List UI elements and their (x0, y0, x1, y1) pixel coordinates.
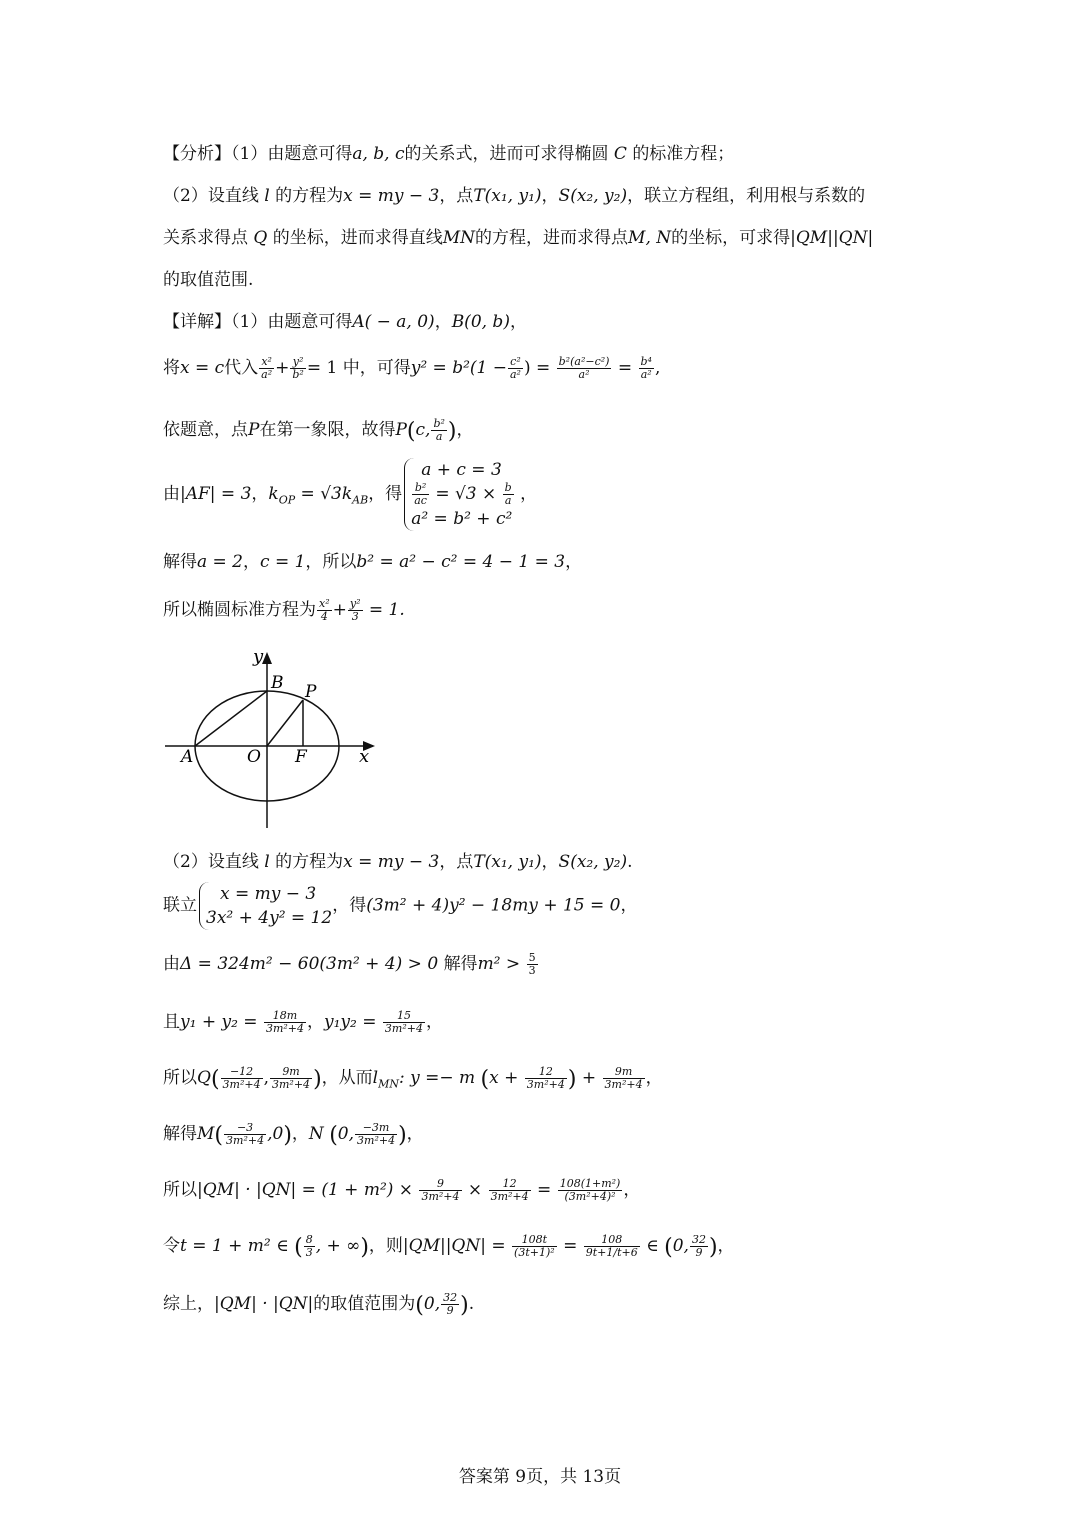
fraction: $\frac{\text{b²}}{ac}$ (414, 481, 427, 507)
fraction: $\frac{9}{\text{3m²+4}}$ (421, 1177, 460, 1203)
segment-AB (195, 691, 267, 746)
fraction: $\frac{108}{9t+1/t+6}$ (585, 1233, 638, 1259)
fraction: $\frac{\text{y²}}{\text{b²}}$ (292, 355, 304, 381)
part2-line-1: （2）设直线 l 的方程为x = my − 3，点T(x₁, y₁)，S(x₂, y₂). (163, 852, 633, 872)
page-footer: 答案第 9页，共 13页 (458, 1467, 622, 1487)
analysis-line-4: 的取值范围. (163, 270, 254, 290)
fraction: $\frac{108t}{\text{(3t+1)²}}$ (514, 1233, 555, 1259)
fraction: $\frac{\text{c²}}{\text{a²}}$ (509, 355, 521, 381)
segment-OP (267, 700, 303, 746)
detail-line-1: 【详解】（1）由题意可得A( − a, 0)，B(0, b)， (163, 312, 527, 332)
detail-line-2: 将x = c代入 $\frac{\text{x²}}{\text{a²}}$ + $\frac{\text{y²}}{\text{b²}}$ = 1 中，可得y² = b²(1 − $\frac{\text{c²}}{\text{a²}}$ ) = $\frac{\text{b²(a²−c²)}}{\text{a²}}$ = $\frac{\text{b⁴}}{\text{a²}}$ , (163, 355, 661, 381)
fraction: $\frac{\text{x²}}{\text{a²}}$ (261, 355, 273, 381)
fraction: $\frac{-12}{\text{3m²+4}}$ (222, 1065, 261, 1091)
detail-line-5: 解得a = 2，c = 1，所以b² = a² − c² = 4 − 1 = 3， (163, 552, 583, 572)
part2-line-4: 且y₁ + y₂ = $\frac{18m}{\text{3m²+4}}$ ，y₁y₂ = $\frac{15}{\text{3m²+4}}$ ， (163, 1009, 443, 1035)
fraction: $\frac{18m}{\text{3m²+4}}$ (265, 1009, 305, 1035)
fraction: $\frac{\text{x²}}{4}$ (319, 597, 330, 623)
y-axis-arrow (262, 652, 272, 664)
part2-line-6: 解得M( $\frac{-3}{\text{3m²+4}}$ ,0)，N (0, $\frac{-3m}{\text{3m²+4}}$ )， (163, 1121, 424, 1148)
part2-line-3: 由Δ = 324m² − 60(3m² + 4) > 0 解得m² > $\frac{5}{3}$ (163, 951, 536, 977)
part2-line-7: 所以|QM| · |QN| = (1 + m²) × $\frac{9}{\text{3m²+4}}$ × $\frac{12}{\text{3m²+4}}$ = $\frac{\text{108(1+m²)}}{\text{(3m²+4)²}}$ ， (163, 1177, 641, 1203)
analysis-line-3: 关系求得点 Q 的坐标，进而求得直线MN的方程，进而求得点M, N的坐标，可求得|QM||QN| (163, 228, 874, 248)
fraction: $\frac{12}{\text{3m²+4}}$ (490, 1177, 529, 1203)
label-F: F (295, 747, 307, 767)
fraction: $\frac{15}{\text{3m²+4}}$ (384, 1009, 423, 1035)
label-x: x (359, 746, 370, 767)
equation-system: a + c = 3 $\frac{\text{b²}}{ac}$ = √3 × $\frac{b}{a}$ a² = b² + c² (404, 458, 515, 531)
fraction: $\frac{\text{108(1+m²)}}{\text{(3m²+4)²}}$ (559, 1177, 621, 1203)
part2-line-5: 所以Q( $\frac{-12}{\text{3m²+4}}$ , $\frac{9m}{\text{3m²+4}}$ )，从而$l_{MN}$: y =− m (x + $\frac{12}{\text{3m²+4}}$ ) + $\frac{9m}{\text{3m²+4}}$ ， (163, 1065, 663, 1092)
analysis-line-2: （2）设直线 l 的方程为x = my − 3，点T(x₁, y₁)，S(x₂, y₂)，联立方程组，利用根与系数的 (163, 186, 866, 206)
analysis-line-1: 【分析】（1）由题意可得a, b, c的关系式，进而可求得椭圆 C 的标准方程； (163, 144, 735, 164)
fraction: $\frac{-3}{\text{3m²+4}}$ (226, 1121, 265, 1147)
detail-line-3: 依题意，点P在第一象限，故得P(c, $\frac{\text{b²}}{a}$ )， (163, 417, 474, 444)
fraction: $\frac{\text{y²}}{3}$ (349, 597, 361, 623)
label-B: B (271, 673, 284, 693)
fraction: $\frac{b}{a}$ (504, 481, 512, 507)
fraction: $\frac{\text{b²(a²−c²)}}{\text{a²}}$ (558, 355, 610, 381)
label-A: A (181, 747, 194, 767)
fraction: $\frac{32}{9}$ (691, 1233, 706, 1259)
fraction: $\frac{-3m}{\text{3m²+4}}$ (357, 1121, 396, 1147)
detail-line-4: 由|AF| = 3，$k_{OP} = √3k_{AB}$，得 a + c = 3 $\frac{\text{b²}}{ac}$ = √3 × $\frac{b}{a}$ a² = b² + c² ， (163, 460, 538, 529)
label-y: y (253, 648, 264, 667)
fraction: $\frac{32}{9}$ (443, 1291, 458, 1317)
fraction: $\frac{\text{b⁴}}{\text{a²}}$ (640, 355, 652, 381)
part2-line-2: 联立 x = my − 3 3x² + 4y² = 12 ，得(3m² + 4)y² − 18my + 15 = 0， (163, 884, 638, 928)
fraction: $\frac{\text{b²}}{a}$ (433, 417, 445, 443)
fraction: $\frac{8}{3}$ (305, 1233, 313, 1259)
label-O: O (247, 747, 261, 767)
fraction: $\frac{9m}{\text{3m²+4}}$ (604, 1065, 643, 1091)
detail-line-6: 所以椭圆标准方程为 $\frac{\text{x²}}{4}$ + $\frac{\text{y²}}{3}$ = 1. (163, 597, 405, 623)
equation-system: x = my − 3 3x² + 4y² = 12 (199, 882, 332, 930)
part2-line-9: 综上，|QM| · |QN|的取值范围为(0, $\frac{32}{9}$ ). (163, 1291, 475, 1318)
fraction: $\frac{12}{\text{3m²+4}}$ (526, 1065, 565, 1091)
fraction: $\frac{9m}{\text{3m²+4}}$ (272, 1065, 311, 1091)
part2-line-8: 令t = 1 + m² ∈ ( $\frac{8}{3}$ , + ∞)，则|QM||QN| = $\frac{108t}{\text{(3t+1)²}}$ = $\frac{108}{9t+1/t+6}$ ∈ (0, $\frac{32}{9}$ )， (163, 1233, 735, 1260)
fraction: $\frac{5}{3}$ (528, 951, 536, 977)
ellipse-figure (163, 648, 383, 830)
label-P: P (305, 682, 317, 702)
